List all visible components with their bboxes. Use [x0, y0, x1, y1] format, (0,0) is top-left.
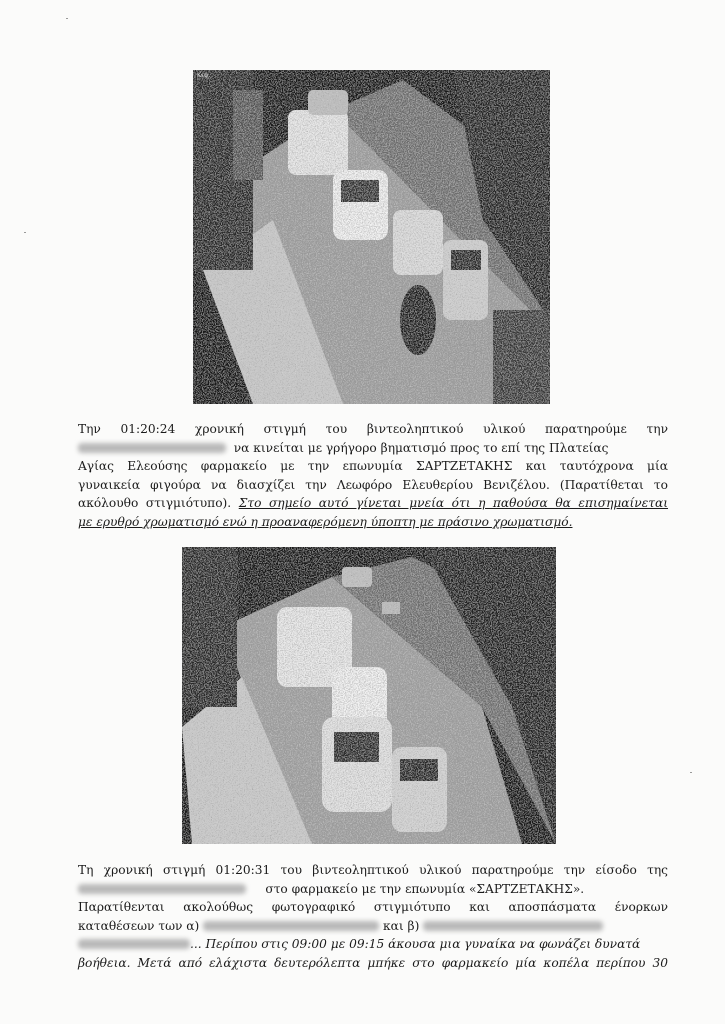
- cctv-still-2: [182, 547, 556, 844]
- redacted-name: [203, 921, 379, 931]
- paragraph-2-line-3: Παρατίθενται ακολούθως φωτογραφικό στιγμιότυπο και αποσπάσματα ένορκων: [78, 900, 668, 915]
- cctv-still-1: [193, 70, 550, 404]
- paragraph-2-line-4-mid: και β): [383, 918, 420, 933]
- paragraph-1-line-1: Την 01:20:24 χρονική στιγμή του βιντεοληπτικού υλικού παρατηρούμε την: [78, 422, 668, 436]
- paragraph-1-line-5: [78, 494, 668, 513]
- paragraph-2-line-4-before: καταθέσεων των α): [78, 918, 200, 933]
- scan-speck: [690, 772, 692, 773]
- paragraph-1-line-2-text: να κινείται με γρήγορο βηματισμό προς το επί της Πλατείας: [233, 440, 609, 455]
- paragraph-1: [78, 420, 668, 532]
- scan-speck: [24, 232, 26, 233]
- paragraph-1-line-3: Αγίας Ελεούσης φαρμακείο με την επωνυμία ΣΑΡΤΖΕΤΑΚΗΣ και ταυτόχρονα μία: [78, 459, 668, 474]
- scan-speck: [66, 18, 68, 19]
- redacted-name: [78, 884, 246, 894]
- cctv-street-scene: [182, 547, 556, 844]
- redacted-name: [423, 921, 603, 931]
- paragraph-2-line-2-text: στο φαρμακείο με την επωνυμία «ΣΑΡΤΖΕΤΑΚΗΣ».: [265, 881, 585, 896]
- paragraph-2-line-6: βοήθεια. Μετά από ελάχιστα δευτερόλεπτα μπήκε στο φαρμακείο μία κοπέλα περίπου 30: [78, 955, 668, 970]
- camera-label: Κεφ.: [197, 72, 211, 79]
- redacted-name: [78, 443, 226, 453]
- paragraph-1-line-5-italic: Στο σημείο αυτό γίνεται μνεία ότι η παθούσα θα επισημαίνεται: [238, 496, 669, 511]
- paragraph-1-line-2: [78, 439, 668, 458]
- paragraph-2: [78, 861, 668, 973]
- paragraph-2-line-1: Τη χρονική στιγμή 01:20:31 του βιντεοληπτικού υλικού παρατηρούμε την είσοδο της: [78, 863, 668, 877]
- redacted-name: [78, 939, 190, 949]
- paragraph-2-line-2: [78, 880, 668, 899]
- paragraph-2-line-5: [78, 935, 668, 954]
- paragraph-1-line-4: γυναικεία φιγούρα να διασχίζει την Λεωφόρο Ελευθερίου Βενιζέλου. (Παρατίθεται το: [78, 477, 668, 492]
- paragraph-2-line-5-text: ... Περίπου στις 09:00 με 09:15 άκουσα μια γυναίκα να φωνάζει δυνατά: [190, 937, 641, 952]
- cctv-street-scene: [193, 70, 550, 404]
- paragraph-1-line-6: με ερυθρό χρωματισμό ενώ η προαναφερόμενη ύποπτη με πράσινο χρωματισμό.: [78, 514, 573, 529]
- paragraph-1-line-5-plain: ακόλουθο στιγμιότυπο).: [78, 496, 232, 511]
- paragraph-2-line-4: [78, 917, 668, 936]
